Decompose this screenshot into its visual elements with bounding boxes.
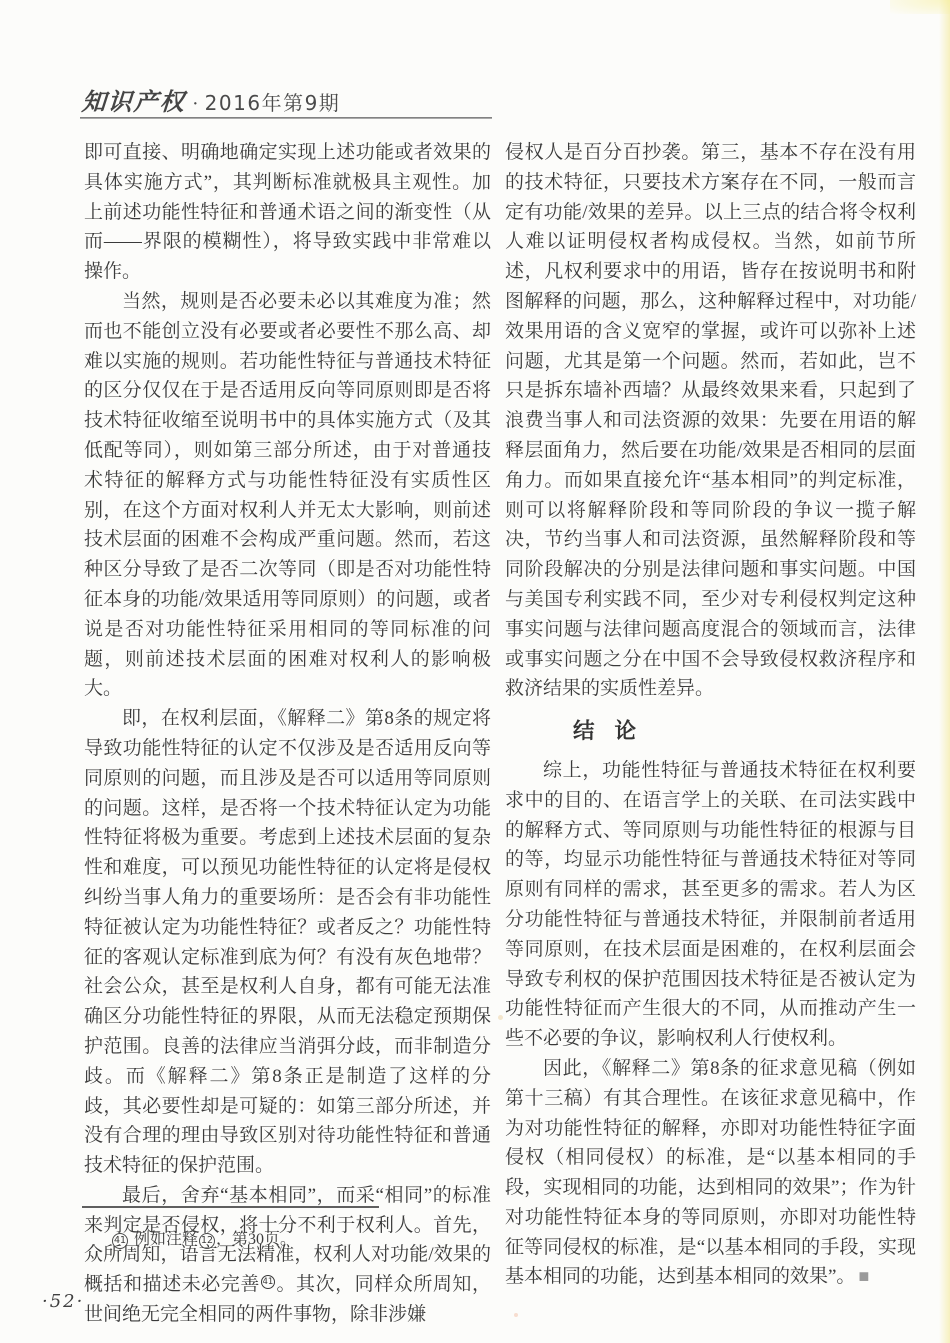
- journal-title: 知识产权: [80, 87, 187, 116]
- footnote-reference-41: [261, 1271, 275, 1288]
- paragraph-continued-from-left-column: 侵权人是百分百抄袭。第三，基本不存在没有用的技术特征，只要技术方案存在不同，一般而言定有功能/效果的差异。以上三点的结合将令权利人难以证明侵权者构成侵权。当然，如前节所述，凡权利要求中的用语，皆存在按说明书和附图解释的问题，那么，这种解释过程中，对功能/效果用语的含义宽窄的掌握，或许可以弥补上述问题，尤其是第一个问题。然而，若如此，岂不只是拆东墙补西墙？从最终效果来看，只起到了浪费当事人和司法资源的效果：先要在用语的解释层面角力，然后要在功能/效果是否相同的层面角力。而如果直接允许“基本相同”的判定标准，则可以将解释阶段和等同阶段的争议一揽子解决，节约当事人和司法资源，虽然解释阶段和等同阶段解决的分别是法律问题和事实问题。中国与美国专利实践不同，至少对专利侵权判定这种事实问题与法律问题高度混合的领域而言，法律或事实问题之分在中国不会导致侵权救济程序和救济结果的实质性差异。: [505, 142, 916, 700]
- footnote-separator-rule: [82, 1206, 379, 1208]
- journal-issue: 2016年第9期: [204, 91, 341, 115]
- header-separator: ·: [192, 93, 199, 115]
- conclusion-heading: 结 论: [573, 719, 639, 744]
- paragraph-text: 。其次，同样众所周知，世间绝无完全相同的两件事物，除非涉嫌: [84, 1274, 491, 1326]
- footnote-text: ，第30页。: [216, 1231, 297, 1248]
- paragraph-with-footnote-reference: [84, 1181, 491, 1330]
- scan-speck: [514, 1313, 518, 1317]
- scan-edge-tint: [939, 0, 950, 1343]
- scan-corner-tint: [890, 0, 950, 14]
- footnote: [112, 1228, 296, 1252]
- paragraph-text: 最后，舍弃“基本相同”，而采“相同”的标准来判定是否侵权，将十分不利于权利人。首先，众所周知，语言无法精准，权利人对功能/效果的概括和描述未必完善: [84, 1184, 491, 1296]
- closing-paragraph: [505, 1054, 916, 1292]
- paragraph: 综上，功能性特征与普通技术特征在权利要求中的目的、在语言学上的关联、在司法实践中的解释方式、等同原则与功能性特征的根源与目的等，均显示功能性特征与普通技术特征对等同原则有同样的需求，甚至更多的需求。若人为区分功能性特征与普通技术特征，并限制前者适用等同原则，在技术层面是困难的，在权利层面会导致专利权的保护范围因技术特征是否被认定为功能性特征而产生很大的不同，从而推动产生一些不必要的争议，影响权利人行使权利。: [505, 759, 916, 1050]
- circled-number-12: 12: [199, 1233, 215, 1249]
- circled-number-41: 41: [262, 1277, 274, 1288]
- header-rule: [80, 117, 492, 119]
- left-column: [84, 138, 491, 1330]
- journal-header: [82, 82, 340, 117]
- right-column: [505, 138, 916, 1292]
- circled-number-41: 41: [112, 1233, 128, 1249]
- page-number: ·52·: [42, 1291, 85, 1312]
- end-of-article-marker: ■: [858, 1266, 870, 1287]
- footnote-text: 例如注释: [134, 1231, 199, 1248]
- scan-speck: [498, 1015, 503, 1020]
- paragraph-continued-from-previous-page: 即可直接、明确地确定实现上述功能或者效果的具体实施方式”，其判断标准就极具主观性。加上前述功能性特征和普通术语之间的渐变性（从而——界限的模糊性），将导致实践中非常难以操作。: [84, 142, 491, 283]
- paragraph: 即，在权利层面，《解释二》第8条的规定将导致功能性特征的认定不仅涉及是否适用反向等同原则的问题，而且涉及是否可以适用等同原则的问题。这样，是否将一个技术特征认定为功能性特征将极为重要。考虑到上述技术层面的复杂性和难度，可以预见功能性特征的认定将是侵权纠纷当事人角力的重要场所：是否会有非功能性特征被认定为功能性特征？或者反之？功能性特征的客观认定标准到底为何？有没有灰色地带？社会公众，甚至是权利人自身，都有可能无法准确区分功能性特征的界限，从而无法稳定预期保护范围。良善的法律应当消弭分歧，而非制造分歧。而《解释二》第8条正是制造了这样的分歧，其必要性却是可疑的：如第三部分所述，并没有合理的理由导致区别对待功能性特征和普通技术特征的保护范围。: [84, 708, 491, 1177]
- paragraph-text: 因此，《解释二》第8条的征求意见稿（例如第十三稿）有其合理性。在该征求意见稿中，作为对功能性特征的解释，亦即对功能性特征字面侵权（相同侵权）的标准，是“以基本相同的手段，实现相同的功能，达到相同的效果”；作为针对功能性特征本身的等同原则，亦即对功能性特征等同侵权的标准，是“以基本相同的手段，实现基本相同的功能，达到基本相同的效果”。: [505, 1057, 916, 1288]
- paragraph: 当然，规则是否必要未必以其难度为准；然而也不能创立没有必要或者必要性不那么高、却难以实施的规则。若功能性特征与普通技术特征的区分仅仅在于是否适用反向等同原则即是否将技术特征收缩至说明书中的具体实施方式（及其低配等同），则如第三部分所述，由于对普通技术特征的解释方式与功能性特征没有实质性区别，在这个方面对权利人并无太大影响，则前述技术层面的困难不会构成严重问题。然而，若这种区分导致了是否二次等同（即是否对功能性特征本身的功能/效果适用等同原则）的问题，或者说是否对功能性特征采用相同的等同标准的问题，则前述技术层面的困难对权利人的影响极大。: [84, 290, 491, 700]
